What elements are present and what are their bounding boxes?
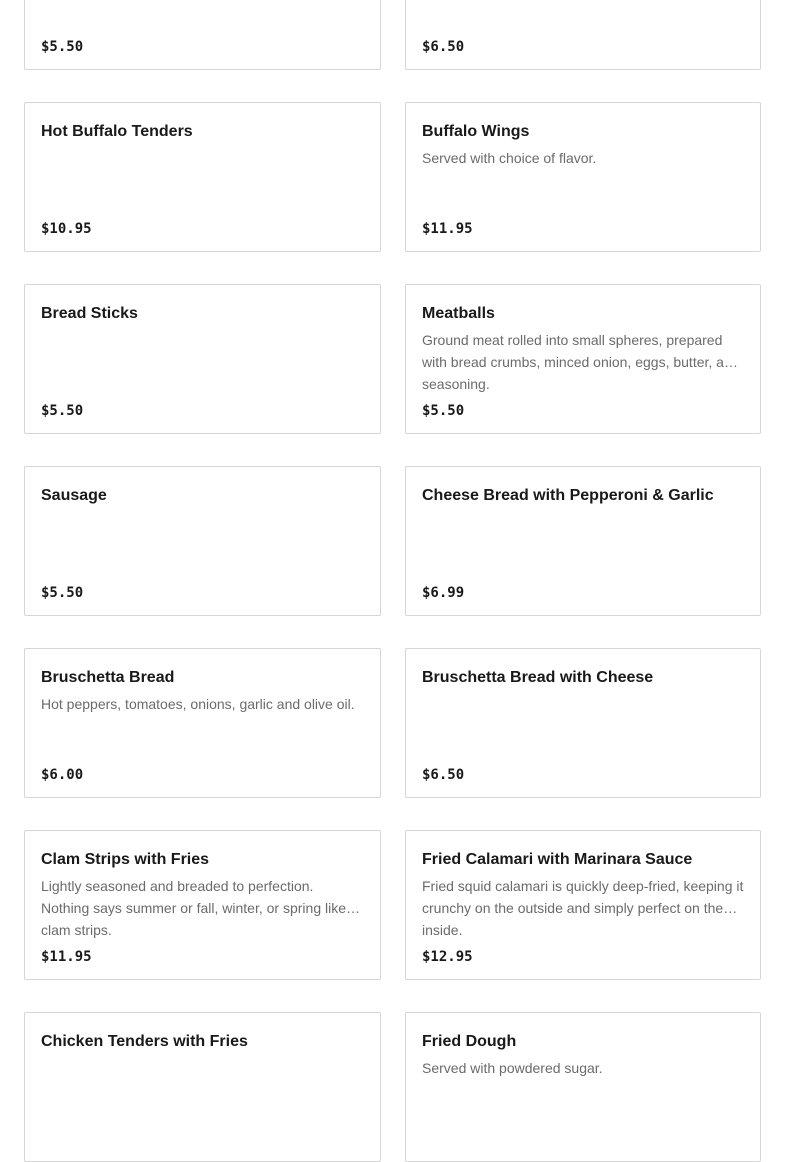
menu-item-price: $11.95	[41, 949, 92, 965]
menu-item-price: $6.50	[422, 39, 465, 55]
menu-item-name: Bruschetta Bread with Cheese	[422, 669, 654, 686]
menu-item-name: Meatballs	[422, 305, 495, 322]
menu-item-description: Served with powdered sugar.	[422, 1060, 603, 1076]
menu-item-card[interactable]	[24, 102, 381, 252]
menu-item-price: $5.50	[41, 403, 84, 419]
menu-item-price: $6.50	[422, 767, 465, 783]
menu-item-description: Hot peppers, tomatoes, onions, garlic and olive oil.	[41, 696, 355, 712]
menu-item-description: Ground meat rolled into small spheres, prepared with bread crumbs, minced onion, eggs, butter, and seasoning.	[422, 332, 740, 392]
menu-item-price: $11.95	[422, 221, 473, 237]
menu-item-name: Hot Buffalo Tenders	[41, 123, 193, 140]
menu-item-name: Clam Strips with Fries	[41, 851, 210, 868]
menu-item-card[interactable]	[24, 0, 381, 70]
menu-item-price: $6.99	[422, 585, 465, 601]
menu-item-description: Served with choice of flavor.	[422, 150, 597, 166]
menu-item-card[interactable]	[405, 284, 761, 434]
menu-item-card[interactable]	[405, 466, 761, 616]
menu-item-name: Sausage	[41, 487, 107, 504]
menu-item-price: $5.50	[422, 403, 465, 419]
menu-item-card[interactable]	[405, 0, 761, 70]
menu-item-grid	[24, 0, 761, 1162]
menu-item-description: Fried squid calamari is quickly deep-fried, keeping it crunchy on the outside and simply perfect on the inside.	[422, 878, 744, 938]
menu-item-name: Chicken Tenders with Fries	[41, 1033, 248, 1050]
menu-item-name: Cheese Bread with Pepperoni & Garlic	[422, 487, 714, 504]
menu-item-name: Buffalo Wings	[422, 123, 530, 140]
menu-item-card[interactable]	[24, 466, 381, 616]
menu-item-card[interactable]	[405, 830, 761, 980]
menu-item-name: Fried Calamari with Marinara Sauce	[422, 851, 693, 868]
menu-item-name: Bread Sticks	[41, 305, 138, 322]
menu-item-card[interactable]	[405, 1012, 761, 1162]
menu-item-price: $10.95	[41, 221, 92, 237]
menu-item-card[interactable]	[24, 1012, 381, 1162]
menu-item-card[interactable]	[405, 648, 761, 798]
menu-item-card[interactable]	[24, 830, 381, 980]
menu-item-price: $5.50	[41, 39, 84, 55]
menu-item-description: Lightly seasoned and breaded to perfection. Nothing says summer or fall, winter, or spring like clam strips.	[41, 878, 346, 938]
menu-item-price: $6.00	[41, 767, 84, 783]
menu-item-name: Fried Dough	[422, 1033, 517, 1050]
menu-item-price: $5.50	[41, 585, 84, 601]
menu-item-card[interactable]	[24, 648, 381, 798]
menu-item-name: Bruschetta Bread	[41, 669, 175, 686]
menu-item-card[interactable]	[405, 102, 761, 252]
menu-item-card[interactable]	[24, 284, 381, 434]
menu-item-price: $12.95	[422, 949, 473, 965]
